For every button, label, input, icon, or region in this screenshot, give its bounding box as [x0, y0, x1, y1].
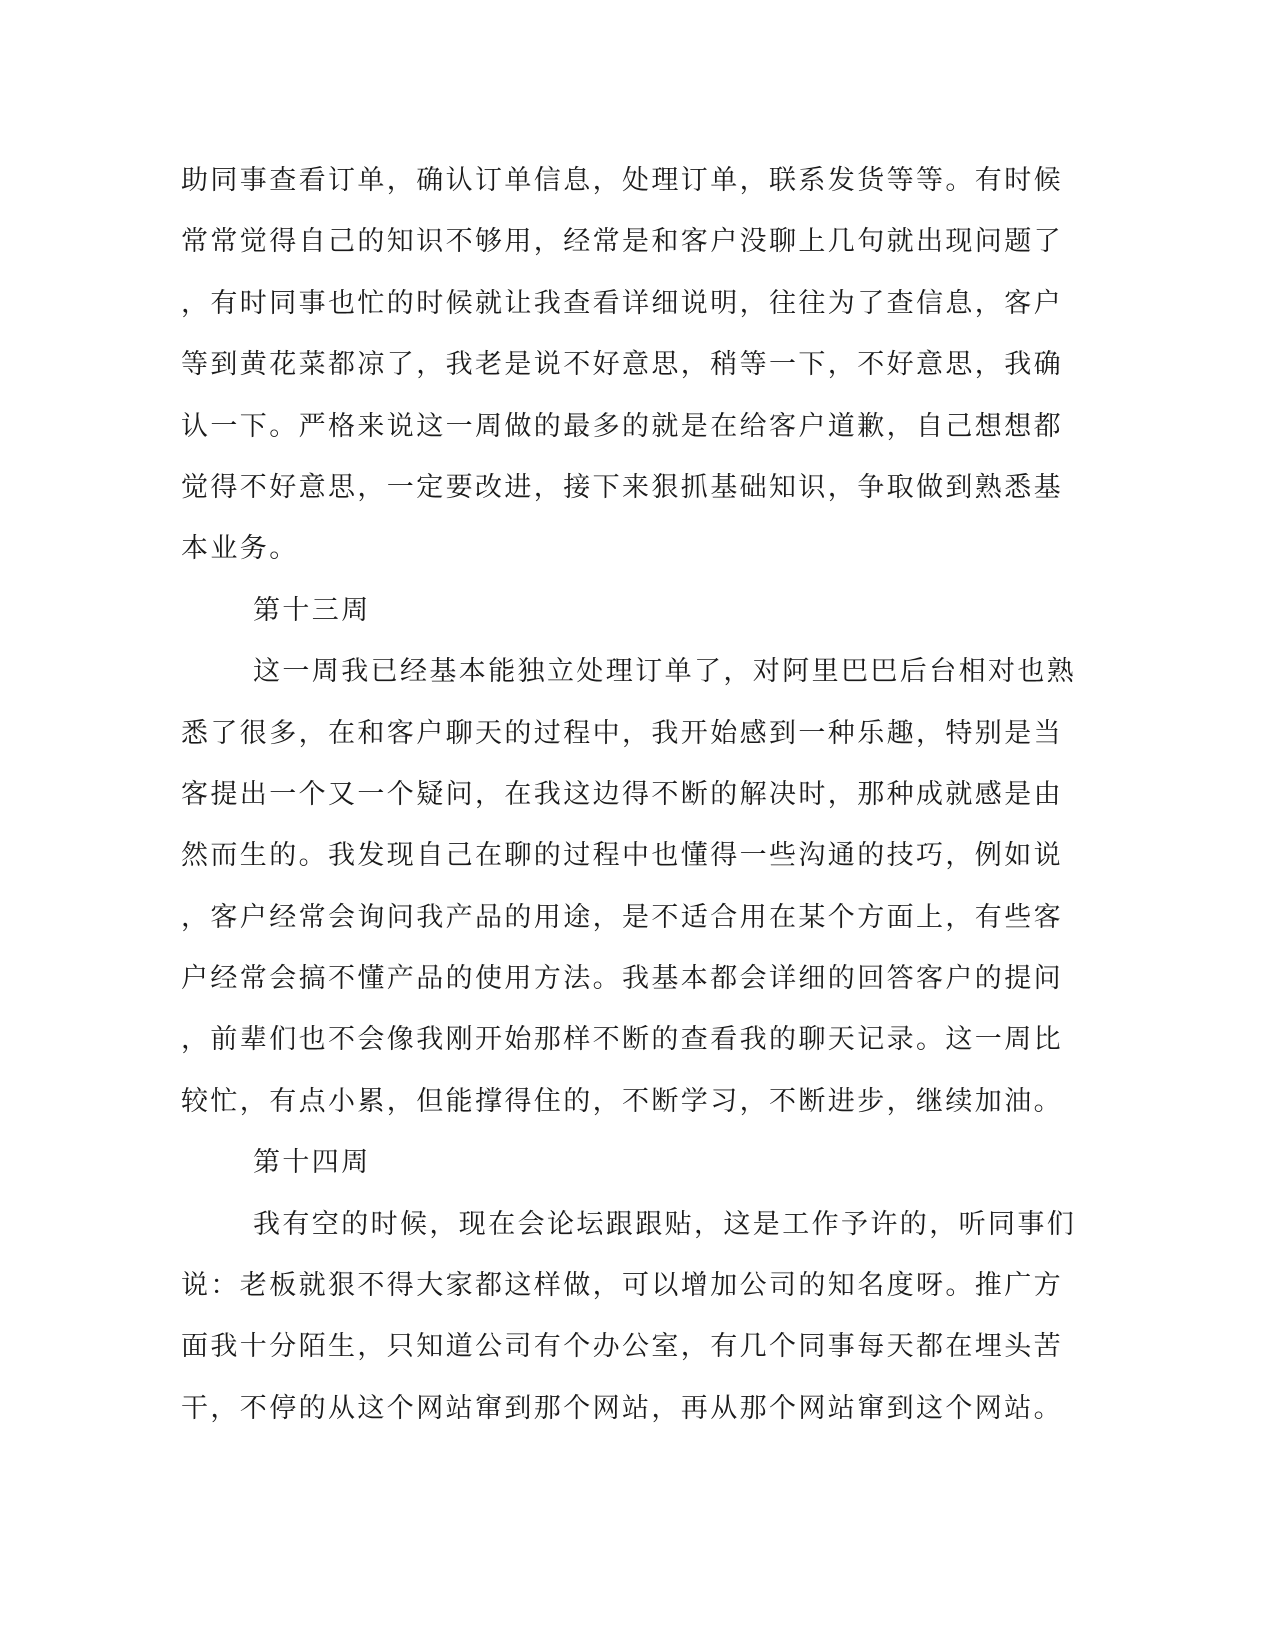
text-line: 常常觉得自己的知识不够用，经常是和客户没聊上几句就出现问题了: [181, 226, 1063, 258]
text-line: 我有空的时候，现在会论坛跟跟贴，这是工作予许的，听同事们: [253, 1208, 1077, 1240]
section-heading: 第十四周: [253, 1147, 371, 1179]
text-line: 说：老板就狠不得大家都这样做，可以增加公司的知名度呀。推广方: [181, 1270, 1063, 1302]
text-line: 觉得不好意思，一定要改进，接下来狠抓基础知识，争取做到熟悉基: [181, 471, 1063, 503]
text-line: 等到黄花菜都凉了，我老是说不好意思，稍等一下，不好意思，我确: [181, 349, 1063, 381]
document-body: [181, 150, 1077, 1439]
text-line: ，客户经常会询问我产品的用途，是不适合用在某个方面上，有些客: [181, 901, 1063, 933]
text-line: 这一周我已经基本能独立处理订单了，对阿里巴巴后台相对也熟: [253, 656, 1077, 688]
text-line: 面我十分陌生，只知道公司有个办公室，有几个同事每天都在埋头苦: [181, 1331, 1063, 1363]
text-line: 悉了很多，在和客户聊天的过程中，我开始感到一种乐趣，特别是当: [181, 717, 1063, 749]
text-line: 本业务。: [181, 533, 299, 565]
text-line: ，前辈们也不会像我刚开始那样不断的查看我的聊天记录。这一周比: [181, 1024, 1063, 1056]
text-line: 较忙，有点小累，但能撑得住的，不断学习，不断进步，继续加油。: [181, 1085, 1063, 1117]
text-line: 然而生的。我发现自己在聊的过程中也懂得一些沟通的技巧，例如说: [181, 840, 1063, 872]
text-line: 认一下。严格来说这一周做的最多的就是在给客户道歉，自己想想都: [181, 410, 1063, 442]
text-line: ，有时同事也忙的时候就让我查看详细说明，往往为了查信息，客户: [181, 287, 1063, 319]
section-heading: 第十三周: [253, 594, 371, 626]
text-line: 客提出一个又一个疑问，在我这边得不断的解决时，那种成就感是由: [181, 778, 1063, 810]
text-line: 户经常会搞不懂产品的使用方法。我基本都会详细的回答客户的提问: [181, 963, 1063, 995]
text-line: 助同事查看订单，确认订单信息，处理订单，联系发货等等。有时候: [181, 165, 1063, 196]
text-line: 干，不停的从这个网站窜到那个网站，再从那个网站窜到这个网站。: [181, 1392, 1063, 1424]
